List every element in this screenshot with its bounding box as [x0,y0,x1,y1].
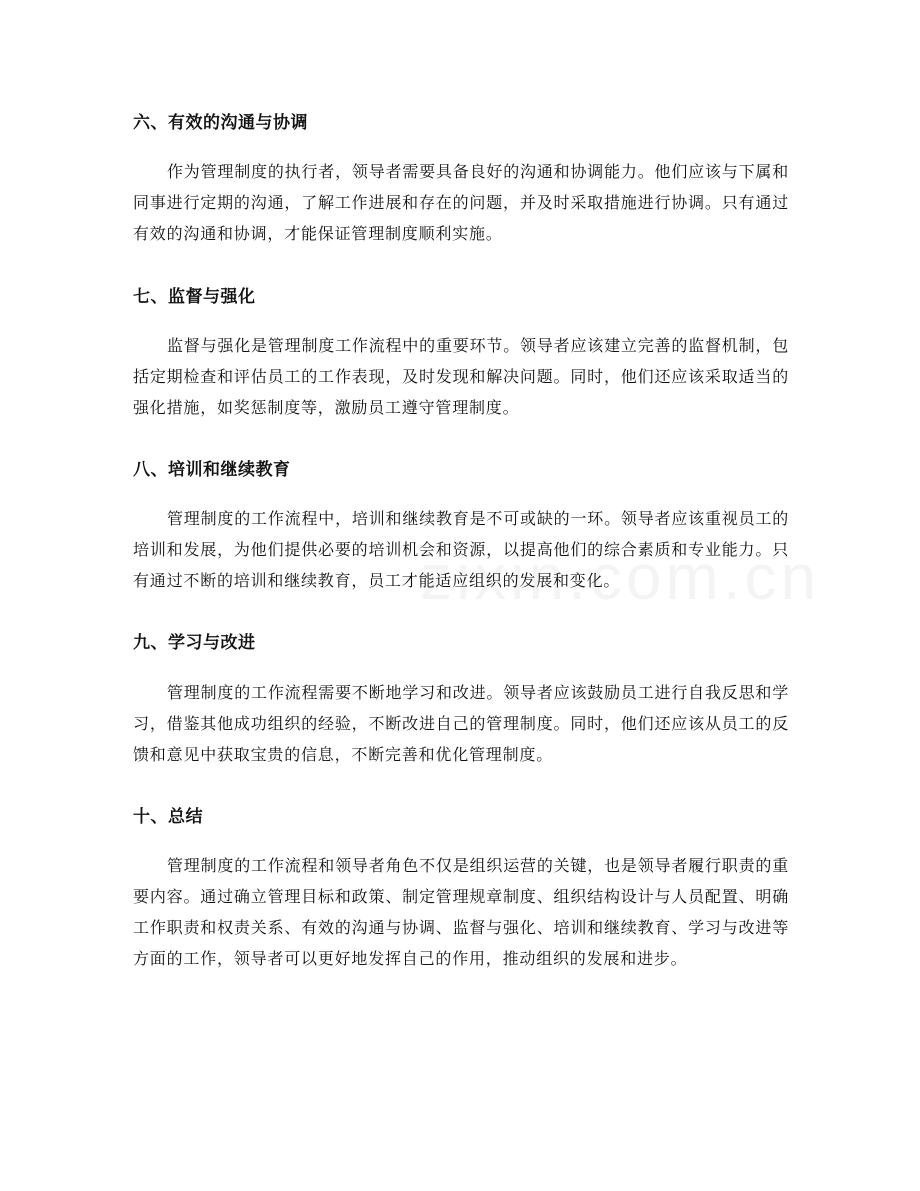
section-body-6: 作为管理制度的执行者，领导者需要具备良好的沟通和协调能力。他们应该与下属和同事进行定期的沟通，了解工作进展和存在的问题，并及时采取措施进行协调。只有通过有效的沟通和协调，才能保证管理制度顺利实施。 [133,162,789,243]
section-body-8: 管理制度的工作流程中，培训和继续教育是不可或缺的一环。领导者应该重视员工的培训和发展，为他们提供必要的培训机会和资源，以提高他们的综合素质和专业能力。只有通过不断的培训和继续教育，员工才能适应组织的发展和变化。 [133,509,789,590]
section-title-8: 八、培训和继续教育 [133,460,291,480]
section-body-7: 监督与强化是管理制度工作流程中的重要环节。领导者应该建立完善的监督机制，包括定期检查和评估员工的工作表现，及时发现和解决问题。同时，他们还应该采取适当的强化措施，如奖惩制度等，激励员工遵守管理制度。 [133,336,789,417]
section-title-9: 九、学习与改进 [133,633,256,653]
section-title-6: 六、有效的沟通与协调 [133,113,308,133]
section-body-10: 管理制度的工作流程和领导者角色不仅是组织运营的关键，也是领导者履行职责的重要内容。通过确立管理目标和政策、制定管理规章制度、组织结构设计与人员配置、明确工作职责和权责关系、有效的沟通与协调、监督与强化、培训和继续教育、学习与改进等方面的工作，领导者可以更好地发挥自己的作用，推动组织的发展和进步。 [133,856,789,968]
section-title-7: 七、监督与强化 [133,287,256,307]
section-title-10: 十、总结 [133,807,203,827]
section-body-9: 管理制度的工作流程需要不断地学习和改进。领导者应该鼓励员工进行自我反思和学习，借鉴其他成功组织的经验，不断改进自己的管理制度。同时，他们还应该从员工的反馈和意见中获取宝贵的信息，不断完善和优化管理制度。 [133,683,789,764]
